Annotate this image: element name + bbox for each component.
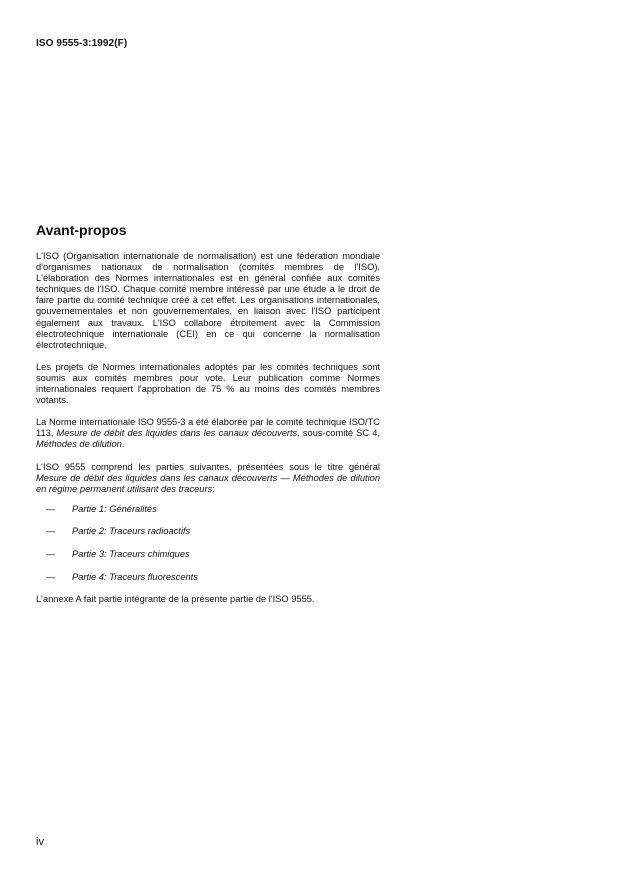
- part-label: Partie 3: Traceurs chimiques: [72, 548, 190, 559]
- general-title: Mesure de débit des liquides dans les canaux découverts — Méthodes de dilution en régime permanent utilisant des traceurs: [36, 472, 380, 494]
- list-item: [36, 526, 380, 537]
- part-label: Partie 1: Généralités: [72, 503, 157, 514]
- dash: —: [46, 503, 56, 514]
- document-reference: ISO 9555-3:1992(F): [36, 38, 128, 49]
- paragraph-elaboration: [36, 417, 380, 450]
- list-item: [36, 549, 380, 560]
- paragraph-voting: Les projets de Normes internationales adoptés par les comités techniques sont soumis aux comités membres pour vote. Leur publication comme Normes internationales requiert l'approbation de 75 % au moins des comités membres votants.: [36, 361, 380, 406]
- part-label: Partie 2: Traceurs radioactifs: [72, 526, 191, 537]
- text-run: :: [212, 483, 215, 494]
- foreword-body: [36, 251, 380, 616]
- part-label: Partie 4: Traceurs fluorescents: [72, 571, 198, 582]
- list-item: [36, 572, 380, 583]
- page-number: iv: [36, 836, 44, 848]
- subcommittee-title: Méthodes de dilution: [36, 439, 122, 450]
- paragraph-annex: L'annexe A fait partie intégrante de la présente partie de l'ISO 9555.: [36, 594, 315, 605]
- parts-list: [36, 504, 380, 583]
- text-run: .: [121, 439, 125, 450]
- paragraph-organisation: L'ISO (Organisation internationale de normalisation) est une fédération mondiale d'organismes nationaux de normalisation (comités membres de l'ISO). L'élaboration des Normes internationales est en général confiée aux comités techniques de l'ISO. Chaque comité membre intéressé par une étude a le droit de faire partie du comité technique créé à cet effet. Les organisations internationales, gouvernementales et non gouvernementales, en liaison avec l'ISO participent également aux travaux. L'ISO collabore étroitement avec la Commission électrotechnique internationale (CEI) en ce qui concerne la normalisation électrotechnique.: [36, 251, 380, 350]
- text-run: , sous-comité SC 4,: [297, 428, 380, 439]
- dash: —: [46, 571, 56, 582]
- paragraph-parts-intro: [36, 462, 380, 495]
- text-run: La Norme internationale ISO 9555-3 a été élaborée par le comité technique ISO/TC 113,: [36, 417, 380, 439]
- committee-title: Mesure de débit des liquides dans les canaux découverts: [56, 428, 298, 439]
- dash: —: [46, 526, 56, 537]
- list-item: [36, 504, 380, 515]
- section-title: Avant-propos: [36, 222, 127, 238]
- dash: —: [46, 548, 56, 559]
- text-run: L'ISO 9555 comprend les parties suivantes, présentées sous le titre général: [36, 461, 380, 472]
